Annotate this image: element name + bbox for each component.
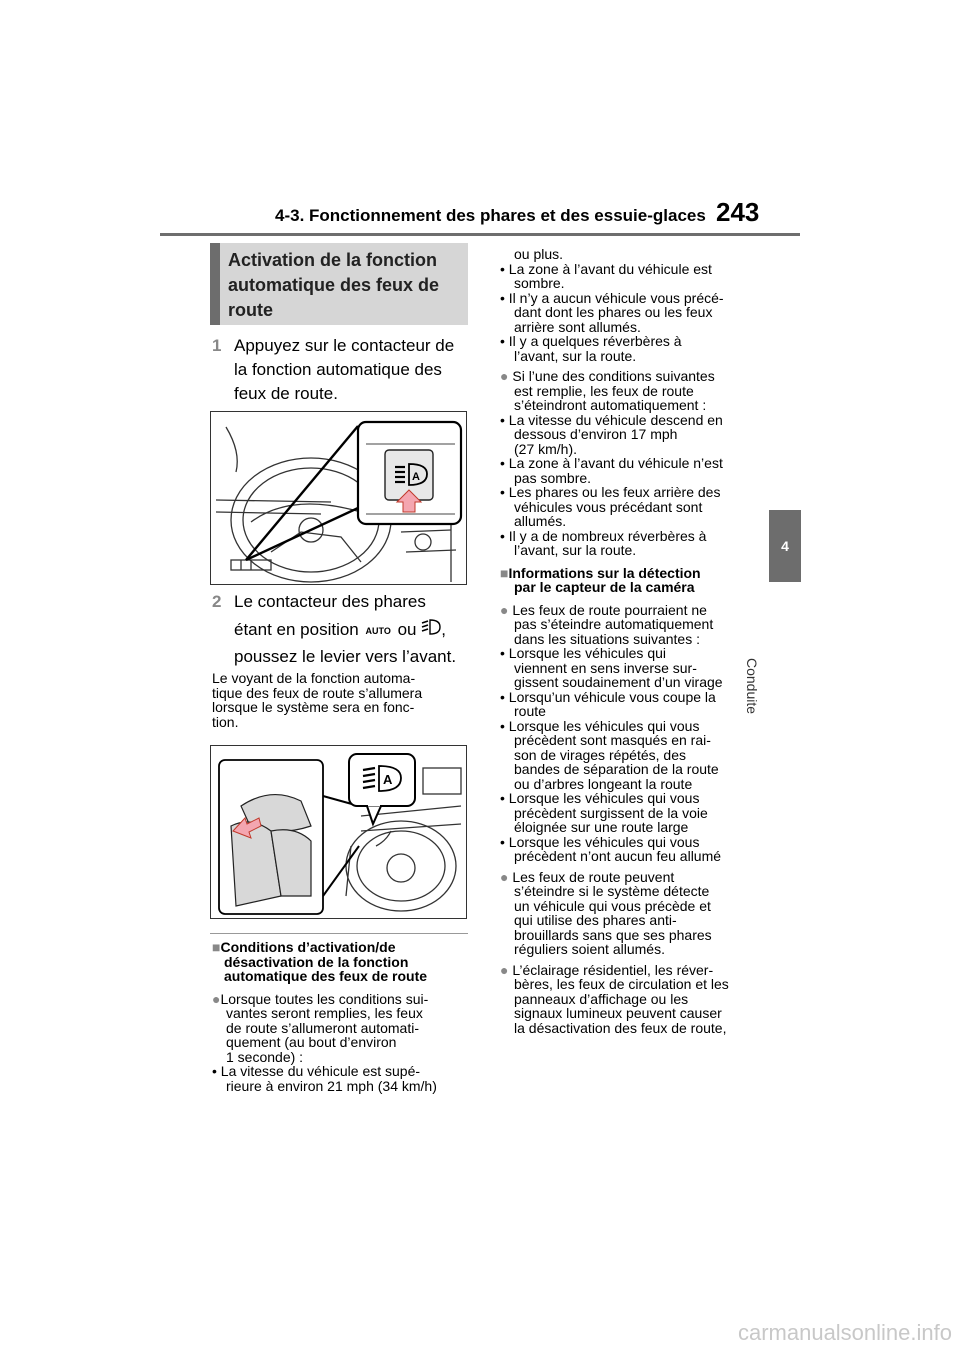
paragraph-line: la désactivation des feux de route,: [514, 1019, 727, 1036]
paragraph-line: qui utilise des phares anti-: [514, 912, 677, 928]
list-item-line: bandes de séparation de la route: [514, 761, 719, 777]
header-rule: [160, 233, 800, 236]
note-line: lorsque le système sera en fonc-: [212, 699, 415, 715]
list-item-line: dessous d’environ 17 mph: [514, 426, 678, 442]
paragraph-line: vantes seront remplies, les feux: [226, 1005, 423, 1021]
list-item-line: Les phares ou les feux arrière des: [508, 484, 721, 500]
step-text: ou: [397, 620, 417, 639]
list-item: [500, 646, 762, 661]
paragraph-line: réguliers soient allumés.: [514, 941, 665, 957]
list-item-line: l’avant, sur la route.: [514, 542, 637, 558]
list-item-line: La vitesse du véhicule descend en: [508, 411, 723, 428]
list-item-line: Lorsque les véhicules qui vous: [508, 790, 700, 806]
figure-headlight-lever: [210, 745, 467, 919]
list-item-line: gissent soudainement d’un virage: [514, 674, 723, 690]
list-item: [500, 413, 762, 428]
list-item: [500, 835, 762, 850]
dot-bullet: •: [500, 333, 509, 349]
dot-bullet: •: [500, 833, 509, 850]
list-item-line: La zone à l’avant du véhicule n’est: [508, 455, 723, 471]
steering-switch-illustration: [211, 412, 467, 585]
list-item-line: Lorsque les véhicules qui: [508, 645, 667, 661]
step-text: ,: [441, 620, 446, 639]
list-item: [500, 485, 762, 500]
list-item-line: La zone à l’avant du véhicule est: [508, 260, 712, 277]
paragraph-line: signaux lumineux peuvent causer: [514, 1005, 722, 1021]
subheading-line: désactivation de la fonction: [224, 953, 409, 970]
list-item-line: rieure à environ 21 mph (34 km/h): [226, 1077, 437, 1094]
list-item-line: allumés.: [514, 513, 567, 529]
circle-bullet-icon: ●: [500, 601, 513, 618]
chapter-tab: 4: [769, 510, 801, 582]
note-line: tion.: [212, 713, 239, 730]
paragraph-line: quement (au bout d’environ: [226, 1034, 397, 1050]
paragraph-line: 1 seconde) :: [226, 1048, 304, 1065]
list-item-line: pas sombre.: [514, 469, 592, 486]
subheading-line: par le capteur de la caméra: [514, 579, 695, 595]
list-item-line: viennent en sens inverse sur-: [514, 659, 697, 676]
step-number: 2: [212, 592, 222, 611]
headlight-lever-illustration: [211, 746, 467, 919]
list-item-line: Il y a quelques réverbères à: [508, 333, 682, 349]
paragraph-line: s’éteindre si le système détecte: [514, 883, 710, 899]
conditions-section: [212, 940, 468, 1093]
list-item: [500, 719, 762, 734]
list-item-line: Lorsqu’un véhicule vous coupe la: [508, 688, 716, 705]
indicator-note: [212, 671, 468, 729]
list-item: [500, 291, 762, 306]
auto-switch-icon: AUTO: [365, 625, 391, 636]
watermark: carmanualsonline.info: [737, 1320, 952, 1345]
list-item-line: précèdent sont masqués en rai-: [514, 732, 711, 748]
figure-steering-switch: [210, 411, 467, 585]
list-item-line: son de virages répétés, des: [514, 746, 686, 763]
list-item-line: route: [514, 703, 546, 719]
paragraph-line: est remplie, les feux de route: [514, 382, 694, 399]
chapter-title: 4-3. Fonctionnement des phares et des essuie-glaces: [275, 206, 706, 225]
dot-bullet: •: [500, 790, 509, 806]
circle-bullet-icon: ●: [500, 961, 513, 978]
paragraph-line: panneaux d’affichage ou les: [514, 990, 689, 1007]
list-item-line: Lorsque les véhicules qui vous: [508, 833, 700, 850]
list-item: [500, 791, 762, 806]
list-item-line: La vitesse du véhicule est supé-: [220, 1063, 421, 1079]
circle-bullet-icon: ●: [500, 868, 513, 885]
step-text: la fonction automatique des: [234, 360, 442, 379]
list-item-line: Lorsque les véhicules qui vous: [508, 717, 700, 734]
square-bullet-icon: ■: [500, 564, 509, 581]
dot-bullet: •: [500, 411, 509, 428]
paragraph-line: brouillards sans que ses phares: [514, 926, 712, 943]
paragraph-line: bères, les feux de circulation et les: [514, 976, 729, 992]
square-bullet-icon: ■: [212, 939, 221, 955]
list-item-line: (27 km/h).: [514, 440, 578, 457]
list-item-line: ou plus.: [514, 246, 564, 262]
chapter-tab-label: Conduite: [744, 658, 760, 715]
section-title-line: Activation de la fonction: [228, 250, 438, 270]
dash-bullet: •: [212, 1063, 221, 1079]
dot-bullet: •: [500, 455, 509, 471]
dot-bullet: •: [500, 688, 509, 705]
note-line: tique des feux de route s’allumera: [212, 684, 423, 701]
dot-bullet: •: [500, 645, 509, 661]
paragraph-line: pas s’éteindre automatiquement: [514, 616, 714, 632]
subheading-line: Conditions d’activation/de: [220, 939, 396, 955]
paragraph-line: Lorsque toutes les conditions sui-: [220, 990, 429, 1007]
step-2: [212, 590, 468, 669]
list-item-line: Il y a de nombreux réverbères à: [508, 527, 707, 544]
list-item: [500, 262, 762, 277]
step-text: poussez le levier vers l’avant.: [234, 647, 457, 667]
list-item-line: sombre.: [514, 275, 565, 291]
svg-text:A: A: [383, 772, 393, 787]
low-beam-icon: [421, 618, 441, 643]
step-text: Le contacteur des phares: [234, 592, 426, 611]
dot-bullet: •: [500, 527, 509, 544]
list-item: [500, 334, 762, 349]
paragraph-line: s’éteindront automatiquement :: [514, 397, 707, 413]
step-text: feux de route.: [234, 384, 338, 403]
dot-bullet: •: [500, 717, 509, 734]
list-item-line: éloignée sur une route large: [514, 819, 689, 835]
paragraph-line: Les feux de route peuvent: [512, 868, 675, 885]
paragraph-line: de route s’allumeront automati-: [226, 1019, 419, 1036]
right-column: [500, 247, 762, 1035]
list-item-line: Il n’y a aucun véhicule vous précé-: [508, 289, 724, 306]
section-title-line: automatique des feux de: [228, 275, 440, 295]
list-item-line: dant dont les phares ou les feux: [514, 304, 713, 320]
step-text: étant en position: [234, 620, 359, 639]
subheading-line: Informations sur la détection: [508, 564, 701, 581]
subheading-line: automatique des feux de route: [224, 968, 428, 984]
page-number: 243: [716, 197, 760, 227]
list-item-line: ou d’arbres longeant la route: [514, 775, 693, 792]
section-title-line: route: [228, 300, 273, 320]
list-item-line: arrière sont allumés.: [514, 318, 641, 335]
dot-bullet: •: [500, 289, 509, 306]
circle-bullet-icon: ●: [500, 368, 513, 384]
list-item-line: véhicules vous précédant sont: [514, 498, 703, 515]
step-text: Appuyez sur le contacteur de: [234, 336, 455, 355]
paragraph-line: Les feux de route pourraient ne: [512, 601, 707, 618]
paragraph-line: L’éclairage résidentiel, les réver-: [512, 961, 714, 978]
section-title-box: [210, 243, 468, 325]
step-1: [212, 334, 468, 406]
list-item: [500, 690, 762, 705]
paragraph-line: un véhicule qui vous précède et: [514, 897, 711, 914]
list-item-line: l’avant, sur la route.: [514, 347, 637, 364]
paragraph-line: dans les situations suivantes :: [514, 630, 700, 647]
step-number: 1: [212, 336, 222, 355]
dot-bullet: •: [500, 484, 509, 500]
list-item: [500, 456, 762, 471]
section-divider: [210, 933, 468, 934]
note-line: Le voyant de la fonction automa-: [212, 670, 416, 686]
list-item-line: précèdent n’ont aucun feu allumé: [514, 848, 722, 864]
circle-bullet-icon: ●: [212, 990, 221, 1007]
list-item-line: précèdent surgissent de la voie: [514, 804, 708, 821]
list-item: [500, 529, 762, 544]
dot-bullet: •: [500, 260, 509, 277]
svg-text:A: A: [412, 471, 420, 483]
paragraph-line: Si l’une des conditions suivantes: [512, 368, 715, 384]
